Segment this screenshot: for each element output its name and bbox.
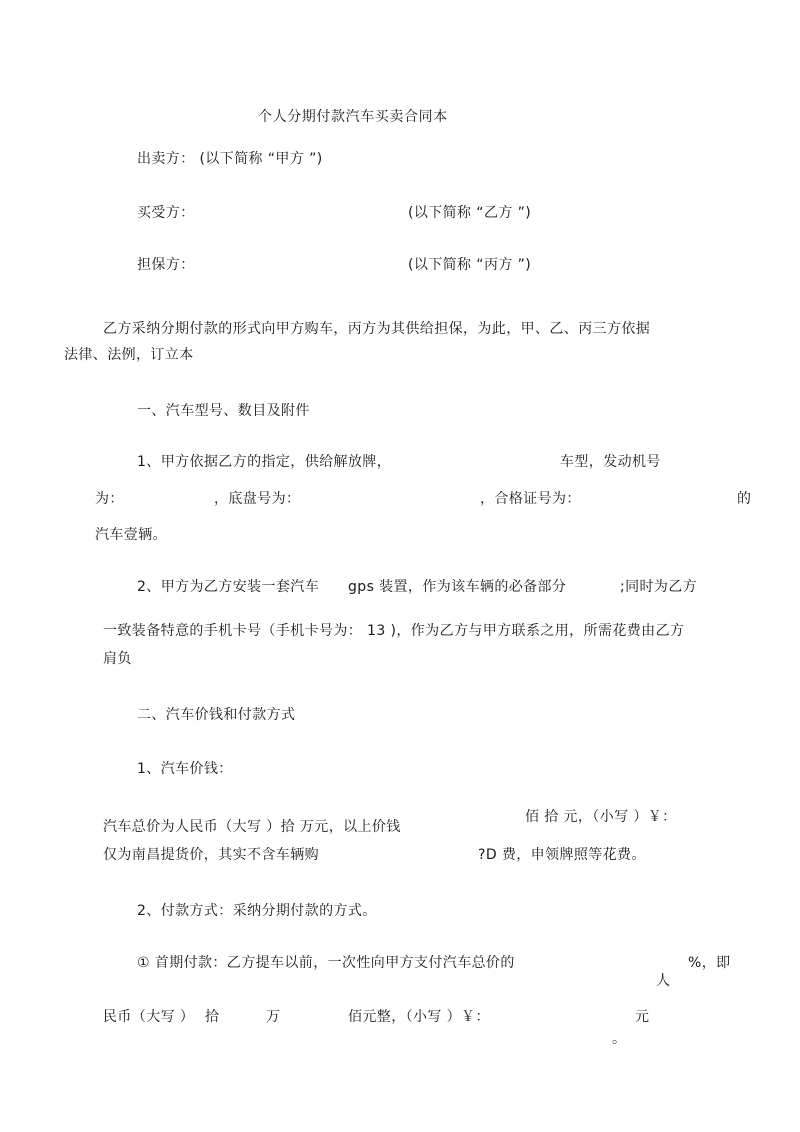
section-1-item-2-part-c: ;同时为乙方 xyxy=(620,579,698,595)
first-payment-shi: 拾 xyxy=(205,1009,220,1025)
section-1-item-2-part-a: 2、甲方为乙方安装一套汽车 xyxy=(137,579,320,595)
chassis-number-label: ，底盘号为： xyxy=(214,491,301,507)
first-payment-amount-label: 民币（大写 ） xyxy=(103,1009,195,1025)
section-2-item-1: 1、汽车价钱： xyxy=(137,761,233,777)
section-1-item-2-part-e: 肩负 xyxy=(103,651,132,667)
certificate-number-suffix: 的 xyxy=(737,491,752,507)
first-payment-percent: %，即 xyxy=(688,955,731,971)
price-line-left: 汽车总价为人民币（大写 ）拾 万元，以上价钱 xyxy=(103,819,401,835)
first-payment-ren: 人 xyxy=(656,973,671,989)
buyer-label: 买受方： xyxy=(137,205,195,221)
price-note-right: ?D 费，申领牌照等花费。 xyxy=(478,847,646,863)
intro-line-1: 乙方采纳分期付款的形式向甲方购车，丙方为其供给担保，为此，甲、乙、丙三方依据 xyxy=(103,321,651,337)
engine-number-label: 为： xyxy=(95,491,124,507)
intro-line-2: 法律、法例，订立本 xyxy=(64,347,194,363)
document-title: 个人分期付款汽车买卖合同本 xyxy=(258,109,448,125)
section-2-item-2: 2、付款方式：采纳分期付款的方式。 xyxy=(137,903,377,919)
guarantor-reference: (以下简称 “丙方 ”) xyxy=(408,257,532,273)
price-line-right: 佰 拾 元，（小写 ）￥： xyxy=(525,809,677,825)
section-1-heading: 一、汽车型号、数目及附件 xyxy=(137,403,310,419)
guarantor-label: 担保方： xyxy=(137,257,195,273)
vehicle-count: 汽车壹辆。 xyxy=(95,527,167,543)
section-1-item-1-part-b: 车型，发动机号 xyxy=(560,454,661,470)
first-payment-bai: 佰元整，（小写 ）￥： xyxy=(348,1009,490,1025)
price-note-left: 仅为南昌提货价，其实不含车辆购 xyxy=(103,847,319,863)
first-payment-line: ① 首期付款：乙方提车以前，一次性向甲方支付汽车总价的 xyxy=(137,955,515,971)
first-payment-yuan: 元 xyxy=(635,1009,650,1025)
section-1-item-2-part-b: gps 装置，作为该车辆的必备部分 xyxy=(348,579,567,595)
first-payment-wan: 万 xyxy=(266,1009,281,1025)
section-1-item-2-part-d: 一致装备特意的手机卡号（手机卡号为： 13 )，作为乙方与甲方联系之用，所需花费由乙方 xyxy=(103,623,685,639)
certificate-number-label: ，合格证号为： xyxy=(480,491,581,507)
seller-line: 出卖方： (以下简称 “甲方 ”) xyxy=(137,151,323,167)
first-payment-period: 。 xyxy=(612,1031,627,1047)
buyer-reference: (以下简称 “乙方 ”) xyxy=(408,205,532,221)
section-1-item-1-part-a: 1、甲方依据乙方的指定，供给解放牌， xyxy=(137,454,392,470)
section-2-heading: 二、汽车价钱和付款方式 xyxy=(137,707,296,723)
